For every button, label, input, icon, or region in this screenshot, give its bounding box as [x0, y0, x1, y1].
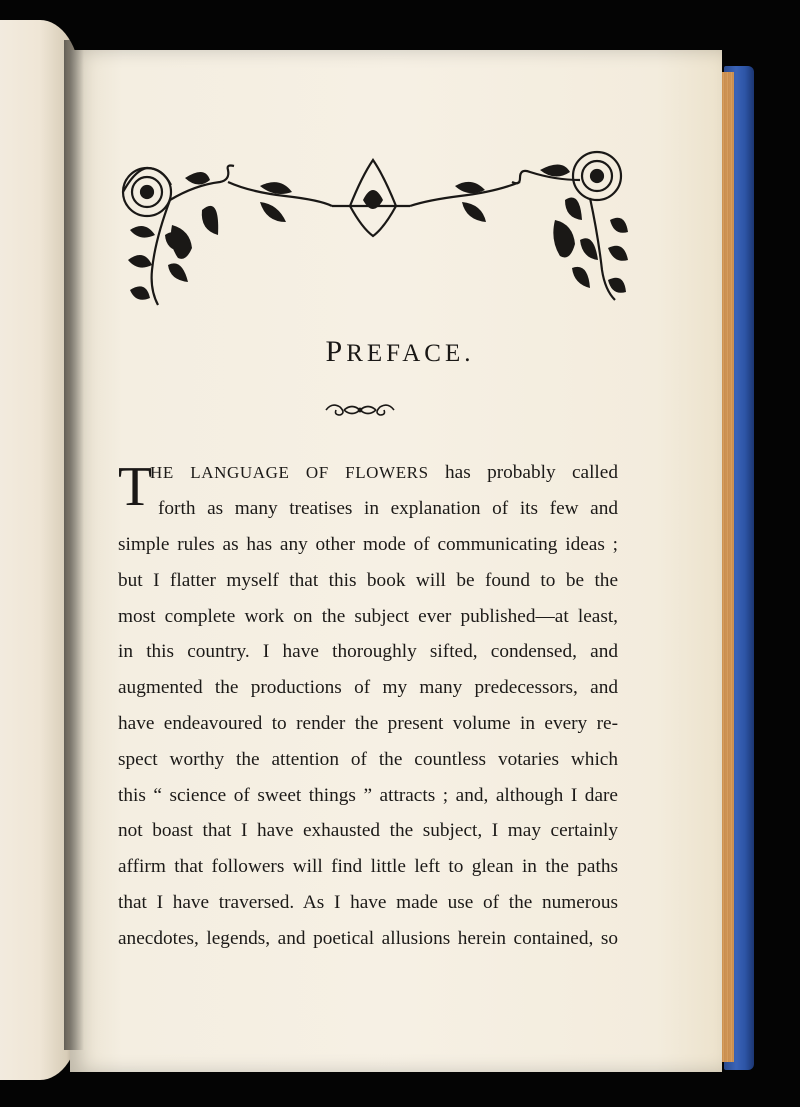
text-line: most complete work on the subject ever published—at least,: [118, 605, 618, 627]
drop-cap: T: [118, 456, 153, 518]
text-line: that I have traversed. As I have made use of the numerous: [118, 891, 618, 913]
text-line: affirm that followers will find little left to glean in the paths: [118, 856, 618, 878]
text-line-2: forth as many treatises in explanation of its few and: [158, 498, 618, 519]
line-1-rest: has probably called: [445, 462, 618, 483]
smallcaps-opening: HE LANGUAGE OF FLOWERS: [150, 463, 429, 482]
text-line: simple rules as has any other mode of communicating ideas ;: [118, 534, 618, 555]
text-line: augmented the productions of my many predecessors, and: [118, 677, 618, 699]
text-line-1: [150, 455, 618, 491]
page-title: [0, 335, 800, 369]
text-line: have endeavoured to render the present volume in every re-: [118, 712, 618, 734]
title-rest: REFACE.: [346, 340, 475, 367]
text-line: but I flatter myself that this book will be found to be the: [118, 569, 618, 591]
book-gutter-shadow: [64, 40, 84, 1050]
text-line: in this country. I have thoroughly sifted, condensed, and: [118, 641, 618, 663]
title-flourish-ornament: [322, 399, 398, 421]
text-line: this “ science of sweet things ” attracts ; and, although I dare: [118, 784, 618, 806]
text-line: anecdotes, legends, and poetical allusions herein contained, so: [118, 927, 618, 949]
text-line: spect worthy the attention of the countless votaries which: [118, 748, 618, 770]
text-line: not boast that I have exhausted the subject, I may certainly: [118, 820, 618, 842]
title-initial: P: [325, 335, 347, 368]
paragraph-body: [118, 527, 618, 957]
floral-headpiece-ornament: [110, 140, 640, 315]
